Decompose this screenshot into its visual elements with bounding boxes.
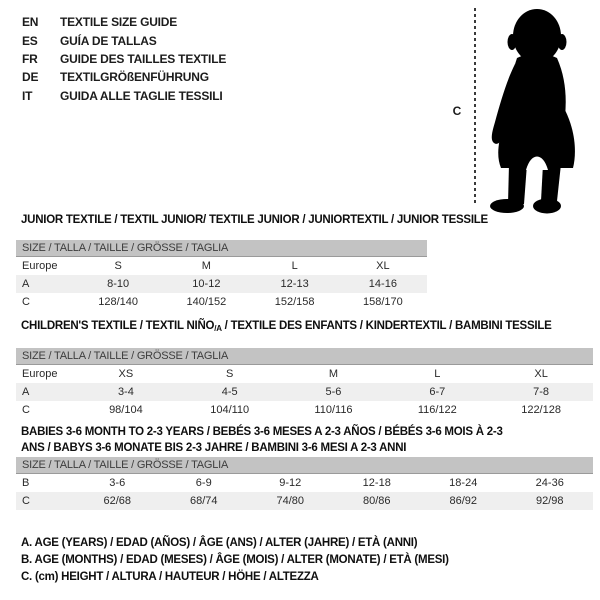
children-section-title — [21, 320, 552, 333]
table-cell: 68/74 — [189, 495, 218, 507]
table-cell: 14-16 — [368, 278, 397, 290]
children-title-part2: / TEXTILE DES ENFANTS / KINDERTEXTIL / BAMBINI TESSILE — [221, 320, 552, 332]
language-title: GUIDE DES TAILLES TEXTILE — [60, 51, 227, 66]
babies-section-title: BABIES 3-6 MONTH TO 2-3 YEARS / BEBÉS 3-6 MESES A 2-3 AÑOS / BÉBÉS 3-6 MOIS À 2-3 ANS / BABYS 3-6 MONATE BIS 2-3 JAHRE / BAMBINI 3-6 MESI A 2-3 ANNI — [21, 426, 503, 454]
table-cell: 98/104 — [109, 404, 143, 416]
junior-size-table — [16, 240, 427, 311]
table-cell: XL — [534, 368, 548, 380]
size-header-bar: SIZE / TALLA / TAILLE / GRÖSSE / TAGLIA — [16, 348, 593, 365]
children-title-part1: CHILDREN'S TEXTILE / TEXTIL NIÑO — [21, 320, 215, 332]
table-cell: XS — [118, 368, 134, 380]
table-cell: 140/152 — [186, 296, 227, 308]
language-title: TEXTILE SIZE GUIDE — [60, 15, 178, 30]
table-cell: 80/86 — [362, 495, 391, 507]
language-row-en — [22, 13, 226, 31]
language-title: GUÍA DE TALLAS — [60, 33, 157, 48]
row-label: A — [22, 386, 30, 398]
footnotes — [21, 535, 449, 586]
footnote-a: A. AGE (YEARS) / EDAD (AÑOS) / ÂGE (ANS) / ALTER (JAHRE) / ETÀ (ANNI) — [21, 537, 418, 549]
table-cell: S — [226, 368, 234, 380]
row-label: A — [22, 278, 30, 290]
language-code: EN — [22, 15, 39, 30]
table-cell: 8-10 — [107, 278, 130, 290]
table-cell: XL — [376, 260, 390, 272]
table-cell: L — [434, 368, 441, 380]
table-cell: 86/92 — [449, 495, 478, 507]
height-measure-dashed-line — [474, 8, 476, 206]
table-row — [16, 492, 593, 510]
table-cell: 12-18 — [362, 477, 391, 489]
language-code: IT — [22, 88, 33, 103]
table-cell: 158/170 — [362, 296, 403, 308]
row-label: C — [22, 296, 30, 308]
language-code: DE — [22, 70, 39, 85]
table-cell: M — [328, 368, 339, 380]
table-row — [16, 383, 593, 401]
table-cell: 152/158 — [274, 296, 315, 308]
junior-section-title: JUNIOR TEXTILE / TEXTIL JUNIOR/ TEXTILE JUNIOR / JUNIORTEXTIL / JUNIOR TESSILE — [21, 214, 488, 226]
row-label: C — [22, 495, 30, 507]
language-code: ES — [22, 33, 38, 48]
row-label: Europe — [22, 260, 58, 272]
size-header-bar: SIZE / TALLA / TAILLE / GRÖSSE / TAGLIA — [16, 457, 593, 474]
table-cell: 116/122 — [417, 404, 457, 416]
table-cell: 3-4 — [117, 386, 134, 398]
language-title-list — [22, 13, 226, 105]
table-row — [16, 474, 593, 492]
table-cell: 7-8 — [533, 386, 550, 398]
footnote-c: C. (cm) HEIGHT / ALTURA / HAUTEUR / HÖHE / ALTEZZA — [21, 571, 319, 583]
table-row — [16, 401, 593, 419]
language-code: FR — [22, 51, 38, 66]
table-cell: 10-12 — [192, 278, 221, 290]
table-cell: 92/98 — [535, 495, 564, 507]
table-cell: 24-36 — [535, 477, 564, 489]
children-title-subscript: /A — [214, 324, 222, 333]
size-header-bar: SIZE / TALLA / TAILLE / GRÖSSE / TAGLIA — [16, 240, 427, 257]
language-title: GUIDA ALLE TAGLIE TESSILI — [60, 88, 223, 103]
babies-size-table — [16, 457, 593, 510]
table-cell: 74/80 — [276, 495, 305, 507]
table-cell: 18-24 — [449, 477, 478, 489]
table-row — [16, 293, 427, 311]
table-cell: 3-6 — [109, 477, 126, 489]
row-label: Europe — [22, 368, 58, 380]
table-cell: 104/110 — [210, 404, 250, 416]
table-row — [16, 257, 427, 275]
table-cell: 12-13 — [280, 278, 309, 290]
row-label: B — [22, 477, 30, 489]
table-cell: 62/68 — [103, 495, 132, 507]
language-row-es — [22, 31, 226, 49]
table-cell: M — [201, 260, 211, 272]
table-cell: 128/140 — [98, 296, 138, 308]
table-cell: 6-9 — [195, 477, 212, 489]
table-cell: 9-12 — [279, 477, 302, 489]
language-row-fr — [22, 50, 226, 68]
table-cell: 5-6 — [325, 386, 342, 398]
table-cell: 6-7 — [429, 386, 446, 398]
table-row — [16, 365, 593, 383]
table-cell: L — [291, 260, 298, 272]
table-row — [16, 275, 427, 293]
language-row-de — [22, 68, 226, 86]
table-cell: S — [114, 260, 122, 272]
footnote-b: B. AGE (MONTHS) / EDAD (MESES) / ÂGE (MOIS) / ALTER (MONATE) / ETÀ (MESI) — [21, 554, 449, 566]
language-title: TEXTILGRÖßENFÜHRUNG — [60, 70, 209, 85]
row-label: C — [22, 404, 30, 416]
table-cell: 122/128 — [521, 404, 561, 416]
table-cell: 110/116 — [314, 404, 353, 416]
language-row-it — [22, 87, 226, 105]
children-size-table — [16, 348, 593, 419]
table-cell: 4-5 — [221, 386, 238, 398]
height-measure-label: C — [452, 104, 462, 118]
baby-silhouette-icon — [483, 4, 595, 214]
